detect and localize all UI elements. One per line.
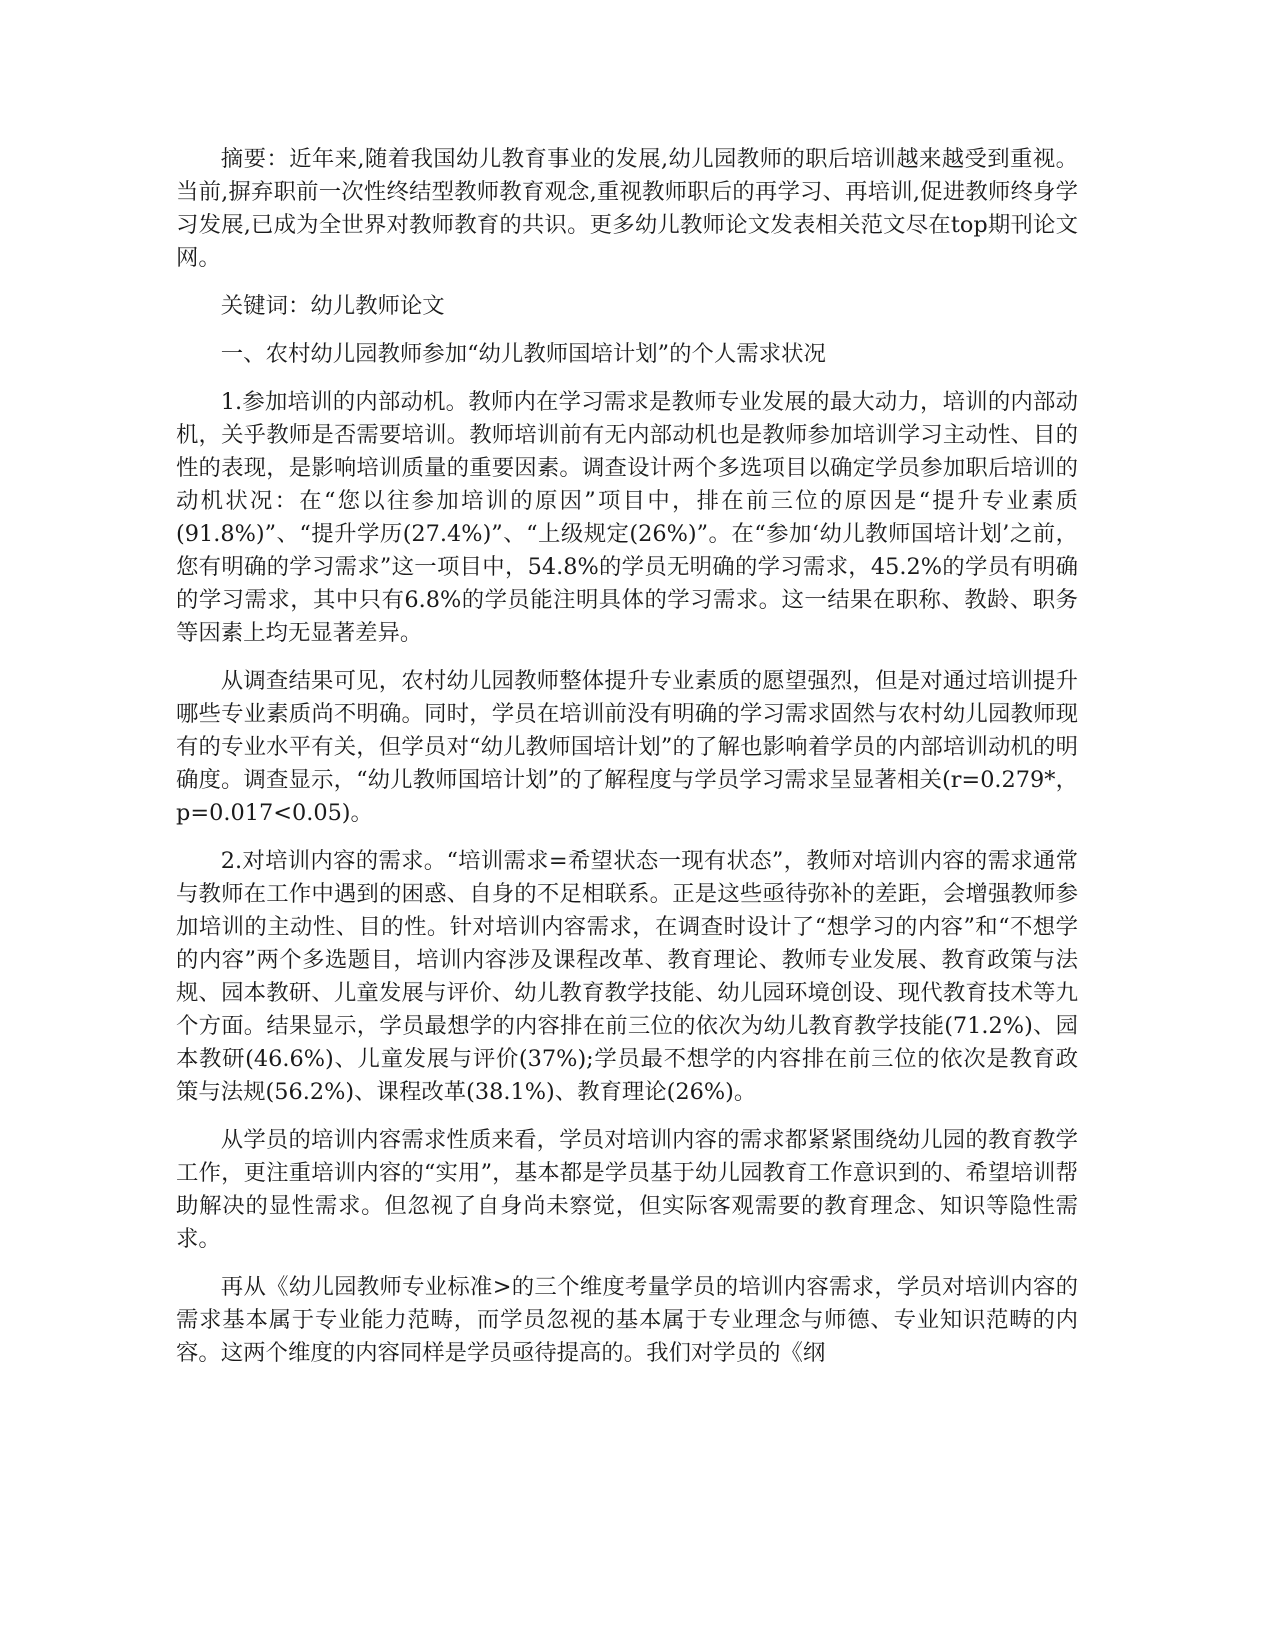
section-heading: 一、农村幼儿园教师参加“幼儿教师国培计划”的个人需求状况 <box>220 341 826 367</box>
body-paragraph: 1.参加培训的内部动机。教师内在学习需求是教师专业发展的最大动力，培训的内部动机，关乎教师是否需要培训。教师培训前有无内部动机也是教师参加培训学习主动性、目的性的表现，是影响培训质量的重要因素。调查设计两个多选项目以确定学员参加职后培训的动机状况：在“您以往参加培训的原因”项目中，排在前三位的原因是“提升专业素质(91.8%)”、“提升学历(27.4%)”、“上级规定(26%)”。在“参加‘幼儿教师国培计划’之前，您有明确的学习需求”这一项目中，54.8%的学员无明确的学习需求，45.2%的学员有明确的学习需求，其中只有6.8%的学员能注明具体的学习需求。这一结果在职称、教龄、职务等因素上均无显著差异。 <box>176 389 1078 646</box>
body-paragraph: 2.对培训内容的需求。“培训需求=希望状态一现有状态”，教师对培训内容的需求通常与教师在工作中遇到的困惑、自身的不足相联系。正是这些亟待弥补的差距，会增强教师参加培训的主动性、目的性。针对培训内容需求，在调查时设计了“想学习的内容”和“不想学的内容”两个多选题目，培训内容涉及课程改革、教育理论、教师专业发展、教育政策与法规、园本教研、儿童发展与评价、幼儿教育教学技能、幼儿园环境创设、现代教育技术等九个方面。结果显示，学员最想学的内容排在前三位的依次为幼儿教育教学技能(71.2%)、园本教研(46.6%)、儿童发展与评价(37%);学员最不想学的内容排在前三位的依次是教育政策与法规(56.2%)、课程改革(38.1%)、教育理论(26%)。 <box>176 848 1078 1105</box>
body-paragraph: 再从《幼儿园教师专业标准>的三个维度考量学员的培训内容需求，学员对培训内容的需求基本属于专业能力范畴，而学员忽视的基本属于专业理念与师德、专业知识范畴的内容。这两个维度的内容同样是学员亟待提高的。我们对学员的《纲 <box>176 1274 1078 1366</box>
keywords-paragraph: 关键词：幼儿教师论文 <box>220 293 445 319</box>
document-body <box>176 143 1078 1385</box>
body-paragraph: 从调查结果可见，农村幼儿园教师整体提升专业素质的愿望强烈，但是对通过培训提升哪些专业素质尚不明确。同时，学员在培训前没有明确的学习需求固然与农村幼儿园教师现有的专业水平有关，但学员对“幼儿教师国培计划”的了解也影响着学员的内部培训动机的明确度。调查显示，“幼儿教师国培计划”的了解程度与学员学习需求呈显著相关(r=0.279*，p=0.017<0.05)。 <box>176 668 1078 826</box>
abstract-paragraph: 摘要：近年来,随着我国幼儿教育事业的发展,幼儿园教师的职后培训越来越受到重视。当前,摒弃职前一次性终结型教师教育观念,重视教师职后的再学习、再培训,促进教师终身学习发展,已成为全世界对教师教育的共识。更多幼儿教师论文发表相关范文尽在top期刊论文网。 <box>176 146 1078 271</box>
body-paragraph: 从学员的培训内容需求性质来看，学员对培训内容的需求都紧紧围绕幼儿园的教育教学工作，更注重培训内容的“实用”，基本都是学员基于幼儿园教育工作意识到的、希望培训帮助解决的显性需求。但忽视了自身尚未察觉，但实际客观需要的教育理念、知识等隐性需求。 <box>176 1127 1078 1252</box>
